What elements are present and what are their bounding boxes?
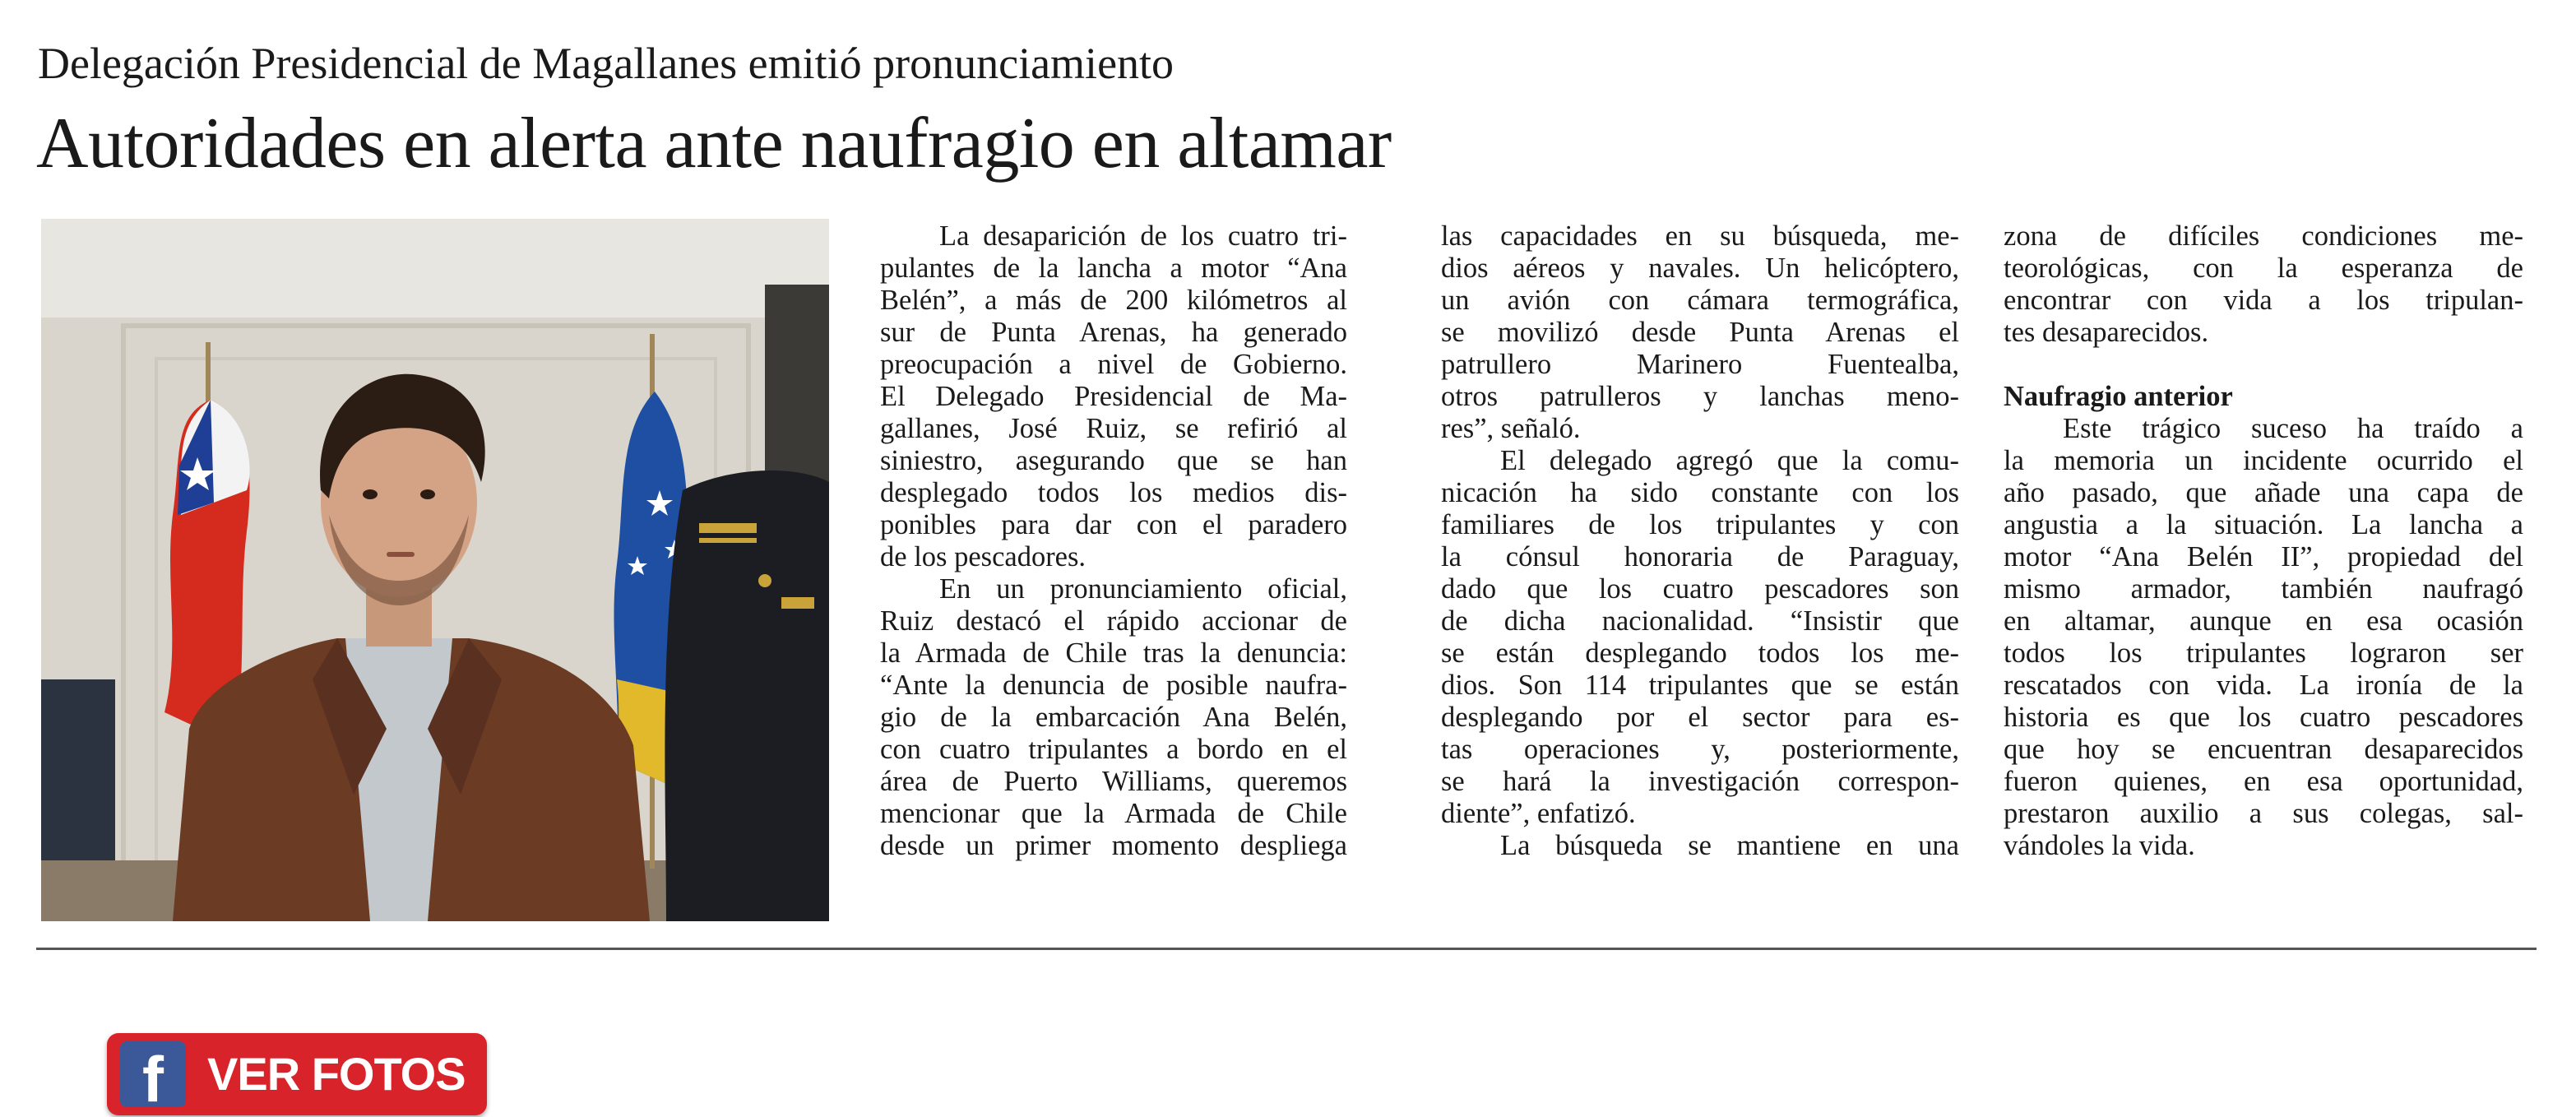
text-line: desplegado todos los medios dis- bbox=[880, 477, 1347, 508]
text-line: tes desaparecidos. bbox=[2004, 317, 2209, 348]
text-line: La desaparición de los cuatro tri- bbox=[939, 220, 1347, 252]
text-line: El Delegado Presidencial de Ma- bbox=[880, 381, 1347, 412]
text-line: área de Puerto Williams, queremos bbox=[880, 766, 1347, 797]
paragraph bbox=[2004, 220, 2523, 349]
spacer bbox=[2004, 349, 2523, 381]
text-line: mencionar que la Armada de Chile bbox=[880, 798, 1347, 829]
text-line: ponibles para dar con el paradero bbox=[880, 509, 1347, 540]
text-line: de los pescadores. bbox=[880, 541, 1086, 572]
text-line: vándoles la vida. bbox=[2004, 830, 2195, 861]
photo-scene bbox=[41, 219, 829, 921]
text-line: se movilizó desde Punta Arenas el bbox=[1441, 317, 1959, 348]
ver-fotos-label: VER FOTOS bbox=[207, 1048, 466, 1100]
text-line: En un pronunciamiento oficial, bbox=[939, 573, 1347, 605]
text-line: la Armada de Chile tras la denuncia: bbox=[880, 637, 1347, 669]
article-subhead: Naufragio anterior bbox=[2004, 381, 2233, 412]
paragraph bbox=[880, 573, 1347, 862]
text-line: nicación ha sido constante con los bbox=[1441, 477, 1959, 508]
text-line: en altamar, aunque en esa ocasión bbox=[2004, 605, 2523, 637]
text-line: patrullero Marinero Fuentealba, bbox=[1441, 349, 1959, 380]
text-line: que hoy se encuentran desaparecidos bbox=[2004, 734, 2523, 765]
text-line: de dicha nacionalidad. “Insistir que bbox=[1441, 605, 1959, 637]
text-line: pulantes de la lancha a motor “Ana bbox=[880, 253, 1347, 284]
text-line: un avión con cámara termográfica, bbox=[1441, 285, 1959, 316]
text-line: preocupación a nivel de Gobierno. bbox=[880, 349, 1347, 380]
paragraph bbox=[1441, 220, 1959, 445]
text-line: Ruiz destacó el rápido accionar de bbox=[880, 605, 1347, 637]
text-line: Este trágico suceso ha traído a bbox=[2063, 413, 2523, 444]
text-line: se hará la investigación correspon- bbox=[1441, 766, 1959, 797]
bottom-rule bbox=[36, 948, 2537, 950]
text-line: historia es que los cuatro pescadores bbox=[2004, 702, 2523, 733]
paragraph bbox=[880, 220, 1347, 573]
text-line: mismo armador, también naufragó bbox=[2004, 573, 2523, 605]
ver-fotos-button[interactable] bbox=[107, 1033, 487, 1115]
facebook-icon: f bbox=[120, 1041, 186, 1107]
text-line: la memoria un incidente ocurrido el bbox=[2004, 445, 2523, 476]
text-line: desde un primer momento despliega bbox=[880, 830, 1347, 861]
text-line: todos los tripulantes lograron ser bbox=[2004, 637, 2523, 669]
text-line: dios. Son 114 tripulantes que se están bbox=[1441, 670, 1959, 701]
paragraph bbox=[1441, 830, 1959, 862]
text-line: la cónsul honoraria de Paraguay, bbox=[1441, 541, 1959, 572]
text-line: dios aéreos y navales. Un helicóptero, bbox=[1441, 253, 1959, 284]
text-line: rescatados con vida. La ironía de la bbox=[2004, 670, 2523, 701]
text-line: diente”, enfatizó. bbox=[1441, 798, 1636, 829]
text-line: teorológicas, con la esperanza de bbox=[2004, 253, 2523, 284]
text-line: angustia a la situación. La lancha a bbox=[2004, 509, 2523, 540]
text-line: sur de Punta Arenas, ha generado bbox=[880, 317, 1347, 348]
text-line: prestaron auxilio a sus colegas, sal- bbox=[2004, 798, 2523, 829]
text-line: otros patrulleros y lanchas meno- bbox=[1441, 381, 1959, 412]
text-line: dado que los cuatro pescadores son bbox=[1441, 573, 1959, 605]
text-line: año pasado, que añade una capa de bbox=[2004, 477, 2523, 508]
text-line: siniestro, asegurando que se han bbox=[880, 445, 1347, 476]
text-line: motor “Ana Belén II”, propiedad del bbox=[2004, 541, 2523, 572]
paragraph bbox=[1441, 445, 1959, 830]
text-line: fueron quienes, en esa oportunidad, bbox=[2004, 766, 2523, 797]
article-photo[interactable] bbox=[41, 219, 829, 1115]
text-line: “Ante la denuncia de posible naufra- bbox=[880, 670, 1347, 701]
article-column-3 bbox=[2004, 220, 2523, 862]
article-headline: Autoridades en alerta ante naufragio en altamar bbox=[36, 104, 1392, 183]
text-line: con cuatro tripulantes a bordo en el bbox=[880, 734, 1347, 765]
text-line: La búsqueda se mantiene en una bbox=[1500, 830, 1959, 861]
text-line: encontrar con vida a los tripulan- bbox=[2004, 285, 2523, 316]
article-column-1 bbox=[880, 220, 1347, 862]
text-line: res”, señaló. bbox=[1441, 413, 1581, 444]
text-line: gio de la embarcación Ana Belén, bbox=[880, 702, 1347, 733]
article-kicker: Delegación Presidencial de Magallanes emitió pronunciamiento bbox=[38, 39, 1174, 88]
text-line: desplegando por el sector para es- bbox=[1441, 702, 1959, 733]
text-line: se están desplegando todos los me- bbox=[1441, 637, 1959, 669]
text-line: familiares de los tripulantes y con bbox=[1441, 509, 1959, 540]
text-line: zona de difíciles condiciones me- bbox=[2004, 220, 2523, 252]
text-line: Belén”, a más de 200 kilómetros al bbox=[880, 285, 1347, 316]
text-line: gallanes, José Ruiz, se refirió al bbox=[880, 413, 1347, 444]
paragraph bbox=[2004, 413, 2523, 862]
article-column-2 bbox=[1441, 220, 1959, 862]
text-line: tas operaciones y, posteriormente, bbox=[1441, 734, 1959, 765]
text-line: El delegado agregó que la comu- bbox=[1500, 445, 1959, 476]
text-line: las capacidades en su búsqueda, me- bbox=[1441, 220, 1959, 252]
